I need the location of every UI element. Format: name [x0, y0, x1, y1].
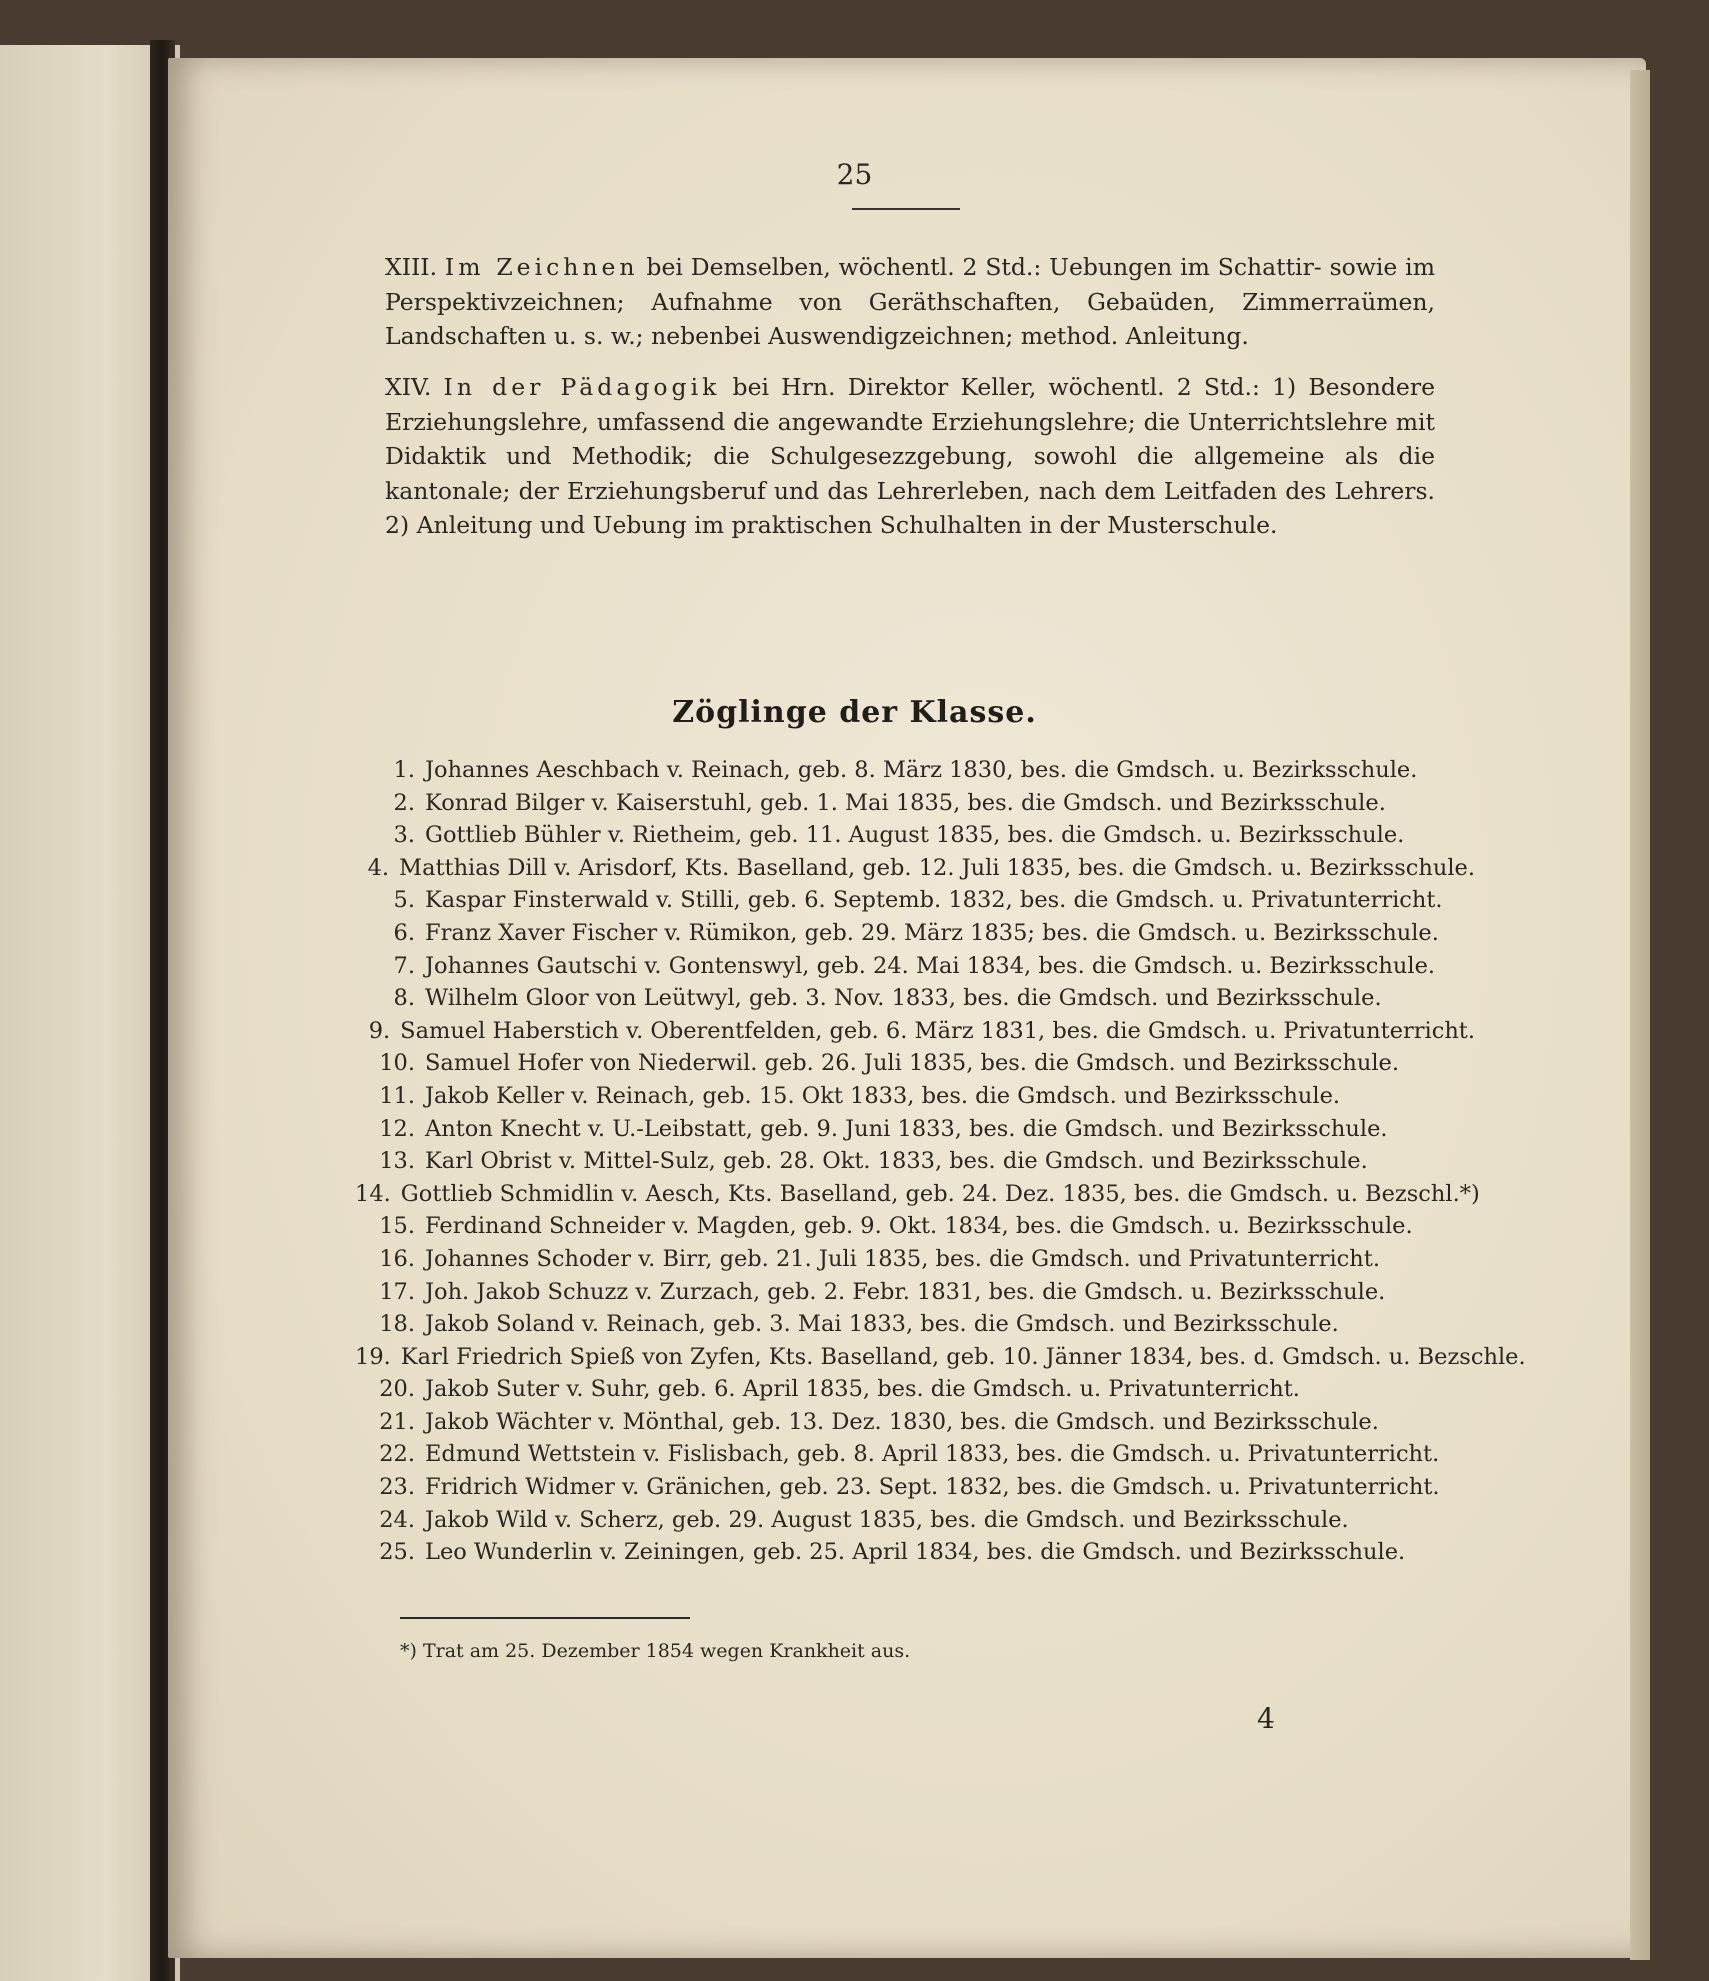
list-item-text: Anton Knecht v. U.-Leibstatt, geb. 9. Juni 1833, bes. die Gmdsch. und Bezirksschule.	[425, 1115, 1388, 1142]
list-item	[355, 953, 1475, 986]
list-item	[355, 1246, 1475, 1279]
list-item-text: Samuel Hofer von Niederwil. geb. 26. Juli 1835, bes. die Gmdsch. und Bezirksschule.	[425, 1050, 1400, 1077]
list-item-text: Johannes Gautschi v. Gontenswyl, geb. 24. Mai 1834, bes. die Gmdsch. u. Bezirksschule.	[425, 952, 1436, 979]
list-item-number: 5.	[393, 887, 415, 914]
list-item	[355, 1376, 1475, 1409]
list-item	[355, 1409, 1475, 1442]
footnote-rule	[400, 1617, 690, 1619]
list-item-text: Jakob Keller v. Reinach, geb. 15. Okt 1833, bes. die Gmdsch. und Bezirksschule.	[425, 1082, 1341, 1109]
list-item-number: 21.	[379, 1408, 415, 1435]
list-item-text: Karl Obrist v. Mittel-Sulz, geb. 28. Okt. 1833, bes. die Gmdsch. und Bezirksschule.	[425, 1148, 1368, 1175]
list-item	[355, 1474, 1475, 1507]
list-item	[355, 855, 1475, 888]
list-item-number: 4.	[367, 854, 390, 881]
list-item-number: 17.	[379, 1278, 415, 1305]
list-item-text: Joh. Jakob Schuzz v. Zurzach, geb. 2. Febr. 1831, bes. die Gmdsch. u. Bezirksschule.	[425, 1278, 1386, 1305]
list-item-number: 15.	[379, 1213, 415, 1240]
footnote: *) Trat am 25. Dezember 1854 wegen Krankheit aus.	[400, 1640, 911, 1662]
list-item-text: Johannes Aeschbach v. Reinach, geb. 8. März 1830, bes. die Gmdsch. u. Bezirksschule.	[425, 757, 1418, 783]
list-item-text: Konrad Bilger v. Kaiserstuhl, geb. 1. Mai 1835, bes. die Gmdsch. und Bezirksschule.	[425, 789, 1386, 816]
paragraph-xiv	[385, 370, 1435, 543]
list-item-number: 9.	[368, 1017, 391, 1044]
paragraph-text: bei Demselben, wöchentl. 2 Std.: Uebungen im Schattir- sowie im Perspektivzeichnen; Aufnahme von Geräthschaften, Gebaüden, Zimmerraümen, Landschaften u. s. w.; nebenbei Auswendigzeichnen; method. Anleitung.	[385, 253, 1435, 350]
list-item-number: 23.	[379, 1474, 415, 1501]
page-number: 25	[836, 158, 873, 191]
list-item	[355, 1311, 1475, 1344]
list-item	[355, 1083, 1475, 1116]
list-item	[355, 1539, 1475, 1572]
list-item-text: Ferdinand Schneider v. Magden, geb. 9. Okt. 1834, bes. die Gmdsch. u. Bezirksschule.	[425, 1213, 1413, 1240]
list-item-number: 14.	[355, 1180, 391, 1207]
list-item-text: Kaspar Finsterwald v. Stilli, geb. 6. Septemb. 1832, bes. die Gmdsch. u. Privatunterricht.	[425, 887, 1443, 914]
page-header	[0, 158, 1709, 191]
list-item	[355, 757, 1475, 790]
list-item-text: Jakob Suter v. Suhr, geb. 6. April 1835, bes. die Gmdsch. u. Privatunterricht.	[425, 1376, 1300, 1403]
list-item	[355, 1116, 1475, 1149]
subject-title: In der Pädagogik	[443, 373, 721, 401]
section-title: Zöglinge der Klasse.	[672, 695, 1037, 730]
list-item	[355, 887, 1475, 920]
list-item-number: 19.	[355, 1343, 391, 1370]
list-item	[355, 1441, 1475, 1474]
list-item-number: 24.	[379, 1506, 415, 1533]
list-item-number: 8.	[393, 985, 415, 1012]
list-item	[355, 985, 1475, 1018]
list-item-text: Karl Friedrich Spieß von Zyfen, Kts. Baselland, geb. 10. Jänner 1834, bes. d. Gmdsch. u. Bezschle.	[400, 1343, 1526, 1370]
list-item-number: 7.	[393, 952, 415, 979]
subject-title: Im Zeichnen	[444, 253, 639, 281]
list-item-number: 22.	[379, 1441, 415, 1468]
list-item-number: 13.	[379, 1148, 415, 1175]
list-item-number: 25.	[379, 1539, 415, 1566]
signature-mark: 4	[1257, 1702, 1275, 1735]
list-item	[355, 920, 1475, 953]
list-item-text: Jakob Soland v. Reinach, geb. 3. Mai 1833, bes. die Gmdsch. und Bezirksschule.	[425, 1311, 1339, 1338]
list-item-number: 20.	[379, 1376, 415, 1403]
list-item	[355, 1180, 1480, 1214]
list-item-number: 10.	[379, 1050, 415, 1077]
list-item-text: Johannes Schoder v. Birr, geb. 21. Juli 1835, bes. die Gmdsch. und Privatunterricht.	[425, 1245, 1380, 1272]
paragraph-number: XIV.	[385, 373, 432, 401]
list-item-text: Gottlieb Bühler v. Rietheim, geb. 11. August 1835, bes. die Gmdsch. u. Bezirksschule.	[425, 822, 1405, 849]
list-item	[355, 1018, 1475, 1051]
list-item	[355, 1343, 1526, 1377]
list-item	[355, 1148, 1475, 1181]
list-item-number: 12.	[379, 1115, 415, 1142]
list-item	[355, 1507, 1475, 1540]
page-edge	[1630, 70, 1650, 1960]
list-item-text: Jakob Wächter v. Mönthal, geb. 13. Dez. 1830, bes. die Gmdsch. und Bezirksschule.	[425, 1408, 1379, 1435]
list-item-text: Gottlieb Schmidlin v. Aesch, Kts. Baselland, geb. 24. Dez. 1835, bes. die Gmdsch. u. Bezschl.*)	[400, 1180, 1480, 1207]
list-item-text: Jakob Wild v. Scherz, geb. 29. August 1835, bes. die Gmdsch. und Bezirksschule.	[425, 1506, 1349, 1533]
header-rule	[852, 208, 960, 210]
list-item	[355, 1279, 1475, 1312]
list-item-text: Samuel Haberstich v. Oberentfelden, geb. 6. März 1831, bes. die Gmdsch. u. Privatunterricht.	[400, 1017, 1475, 1044]
list-item	[355, 790, 1475, 823]
list-item-number: 1.	[393, 757, 415, 783]
list-item	[355, 1213, 1475, 1246]
list-item-number: 16.	[379, 1245, 415, 1272]
list-item-number: 2.	[393, 789, 415, 816]
paragraph-text: bei Hrn. Direktor Keller, wöchentl. 2 Std.: 1) Besondere Erziehungslehre, umfassend die angewandte Erziehungslehre; die Unterrichtslehre mit Didaktik und Methodik; die Schulgesezzgebung, sowohl die allgemeine als die kantonale; der Erziehungsberuf und das Lehrerleben, nach dem Leitfaden des Lehrers. 2) Anleitung und Uebung im praktischen Schulhalten in der Musterschule.	[385, 373, 1435, 539]
list-item-text: Edmund Wettstein v. Fislisbach, geb. 8. April 1833, bes. die Gmdsch. u. Privatunterricht.	[425, 1441, 1440, 1468]
student-list	[355, 757, 1526, 1572]
list-item-number: 18.	[379, 1311, 415, 1338]
list-item-text: Fridrich Widmer v. Gränichen, geb. 23. Sept. 1832, bes. die Gmdsch. u. Privatunterricht.	[425, 1474, 1440, 1501]
list-item-text: Leo Wunderlin v. Zeiningen, geb. 25. April 1834, bes. die Gmdsch. und Bezirksschule.	[425, 1539, 1406, 1566]
list-item-number: 11.	[379, 1082, 415, 1109]
list-item-text: Franz Xaver Fischer v. Rümikon, geb. 29. März 1835; bes. die Gmdsch. u. Bezirksschule.	[425, 919, 1439, 946]
paragraph-number: XIII.	[385, 253, 438, 281]
list-item-number: 3.	[393, 822, 415, 849]
paragraph-xiii	[385, 250, 1435, 354]
list-item-text: Wilhelm Gloor von Leütwyl, geb. 3. Nov. 1833, bes. die Gmdsch. und Bezirksschule.	[425, 985, 1382, 1012]
list-item	[355, 822, 1475, 855]
list-item-text: Matthias Dill v. Arisdorf, Kts. Baselland, geb. 12. Juli 1835, bes. die Gmdsch. u. Bezirksschule.	[399, 854, 1475, 881]
list-item-number: 6.	[393, 919, 415, 946]
list-item	[355, 1050, 1475, 1083]
